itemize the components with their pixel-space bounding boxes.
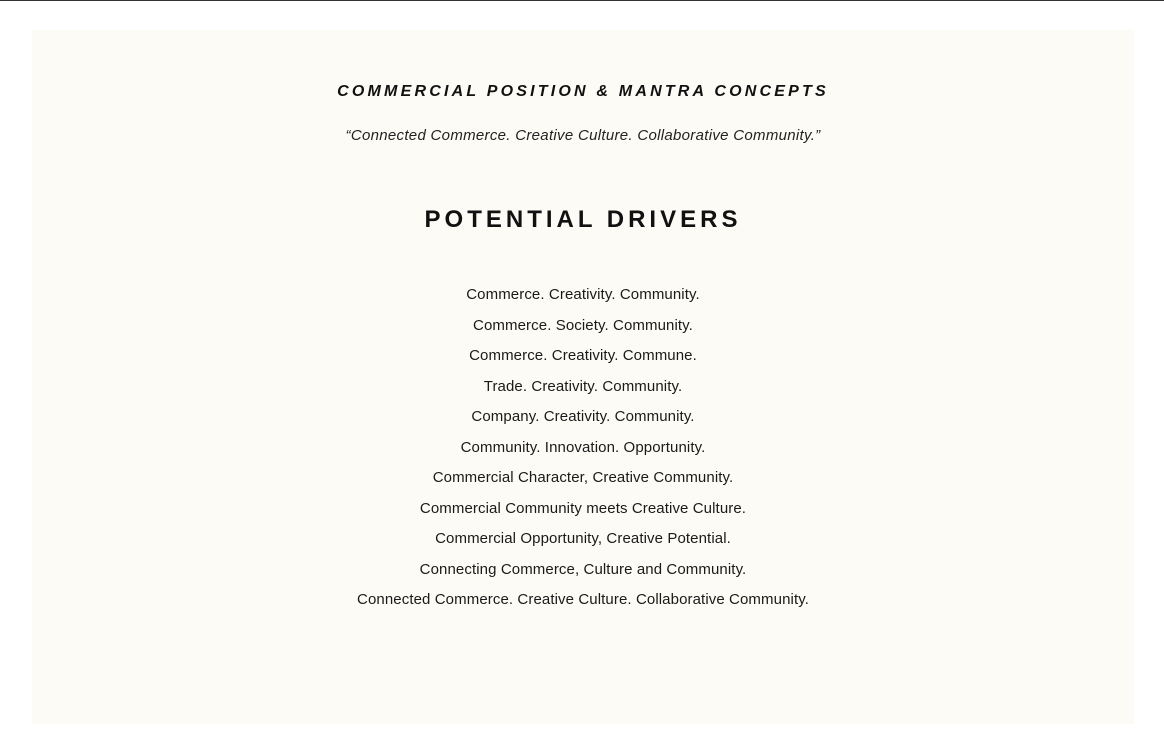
driver-item: Commerce. Creativity. Commune. — [469, 347, 697, 364]
drivers-list — [32, 284, 1134, 620]
driver-item: Connecting Commerce, Culture and Community. — [419, 560, 747, 578]
top-divider — [0, 0, 1164, 1]
driver-item: Connected Commerce. Creative Culture. Collaborative Community. — [357, 591, 809, 608]
driver-item: Commerce. Society. Community. — [473, 316, 693, 334]
driver-item: Commerce. Creativity. Community. — [466, 286, 700, 303]
driver-item: Company. Creativity. Community. — [471, 408, 695, 425]
driver-item: Commercial Character, Creative Community. — [432, 469, 734, 486]
content-panel — [32, 30, 1134, 724]
drivers-heading: POTENTIAL DRIVERS — [424, 206, 742, 233]
driver-item: Trade. Creativity. Community. — [483, 377, 683, 395]
section-eyebrow: COMMERCIAL POSITION & MANTRA CONCEPTS — [337, 83, 829, 100]
mantra-quote: “Connected Commerce. Creative Culture. Collaborative Community.” — [345, 127, 821, 144]
driver-item: Commercial Community meets Creative Culture. — [419, 499, 747, 517]
driver-item: Commercial Opportunity, Creative Potential. — [435, 530, 731, 547]
driver-item: Community. Innovation. Opportunity. — [460, 438, 706, 456]
